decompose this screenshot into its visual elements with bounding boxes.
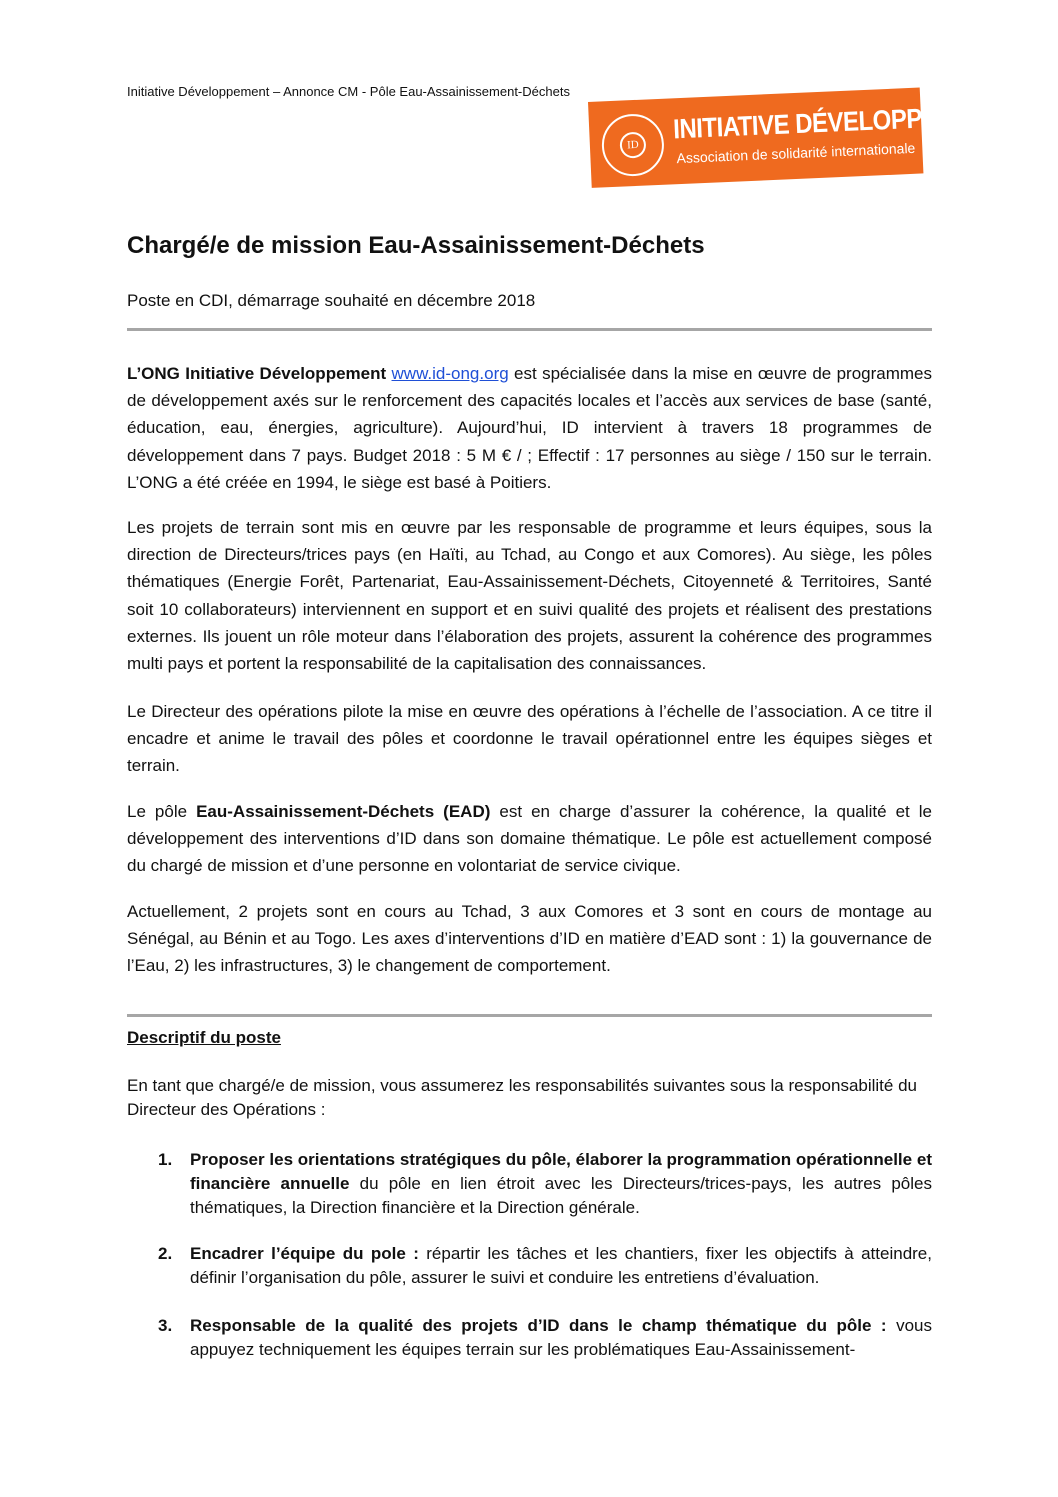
intro-paragraph <box>127 360 932 496</box>
list-item <box>158 1242 932 1290</box>
website-link[interactable]: www.id-ong.org <box>391 364 509 383</box>
logo-seal-icon <box>601 113 666 178</box>
pole-text-end: est en charge d’assurer la cohérence, la qualité et le développement des interventions d’ID dans son domaine thématique. Le pôle est actuellement composé du chargé de mission et d’une personne en volontariat de service civique. <box>127 802 932 876</box>
list-number: 2. <box>158 1244 173 1263</box>
list-number: 1. <box>158 1150 173 1169</box>
section-title: Descriptif du poste <box>127 1028 281 1047</box>
list-item-text: du pôle en lien étroit avec les Directeurs/trices-pays, les autres pôles thématiques, la Direction financière et la Direction générale. <box>190 1174 932 1217</box>
divider <box>127 1014 932 1017</box>
logo-title: INITIATIVE DÉVELOPPEMENT <box>672 99 1004 146</box>
organization-logo <box>588 88 1004 188</box>
divider <box>127 328 932 331</box>
job-subtitle: Poste en CDI, démarrage souhaité en décembre 2018 <box>127 291 536 310</box>
paragraph-projects: Les projets de terrain sont mis en œuvre par les responsable de programme et leurs équipes, sous la direction de Directeurs/trices pays (en Haïti, au Tchad, au Congo et aux Comores). Au siège, les pôles thématiques (Energie Forêt, Partenariat, Eau-Assainissement-Déchets, Citoyenneté & Territoires, Santé soit 10 collaborateurs) interviennent en support et en suivi qualité des projets et réalisent des prestations externes. Ils jouent un rôle moteur dans l’élaboration des projets, assurent la cohérence des programmes multi pays et portent la responsabilité de la capitalisation des connaissances. <box>127 518 932 674</box>
paragraph-pole <box>127 798 932 880</box>
list-item <box>158 1148 932 1220</box>
list-item <box>158 1314 932 1362</box>
pole-text-start: Le pôle <box>127 802 188 821</box>
list-number: 3. <box>158 1316 173 1335</box>
descriptif-intro: En tant que chargé/e de mission, vous assumerez les responsabilités suivantes sous la responsabilité du Directeur des Opérations : <box>127 1076 917 1119</box>
page-title: Chargé/e de mission Eau-Assainissement-Déchets <box>127 232 705 259</box>
paragraph-director: Le Directeur des opérations pilote la mise en œuvre des opérations à l’échelle de l’association. A ce titre il encadre et anime le travail des pôles et coordonne le travail opérationnel entre les équipes sièges et terrain. <box>127 702 932 776</box>
paragraph-current-projects: Actuellement, 2 projets sont en cours au Tchad, 3 aux Comores et 3 sont en cours de montage au Sénégal, au Bénin et au Togo. Les axes d’interventions d’ID en matière d’EAD sont : 1) la gouvernance de l’Eau, 2) les infrastructures, 3) le changement de comportement. <box>127 902 932 976</box>
pole-name: Eau-Assainissement-Déchets (EAD) <box>196 802 491 821</box>
logo-subtitle: Association de solidarité internationale <box>676 139 916 167</box>
list-item-text: répartir les tâches et les chantiers, fixer les objectifs à atteindre, définir l’organisation du pôle, assurer le suivi et conduire les entretiens d’évaluation. <box>190 1244 932 1287</box>
list-item-bold: Encadrer l’équipe du pole : <box>190 1244 419 1263</box>
list-item-bold: Proposer les orientations stratégiques du pôle, élaborer la programmation opérationnelle et financière annuelle <box>190 1150 932 1193</box>
intro-text: est spécialisée dans la mise en œuvre de programmes de développement axés sur le renforcement des capacités locales et l’accès aux services de base (santé, éducation, eau, énergies, agriculture). Aujourd’hui, ID intervient à travers 18 programmes de développement dans 7 pays. Budget 2018 : 5 M € / ; Effectif : 17 personnes au siège / 150 sur le terrain. L’ONG a été créée en 1994, le siège est basé à Poitiers. <box>127 364 932 492</box>
list-item-text: vous appuyez techniquement les équipes terrain sur les problématiques Eau-Assainissement- <box>190 1316 932 1359</box>
logo-seal-text: ID <box>619 132 646 159</box>
list-item-bold: Responsable de la qualité des projets d’ID dans le champ thématique du pôle : <box>190 1316 887 1335</box>
org-name: L’ONG Initiative Développement <box>127 364 387 383</box>
running-header: Initiative Développement – Annonce CM - Pôle Eau-Assainissement-Déchets <box>127 84 570 99</box>
